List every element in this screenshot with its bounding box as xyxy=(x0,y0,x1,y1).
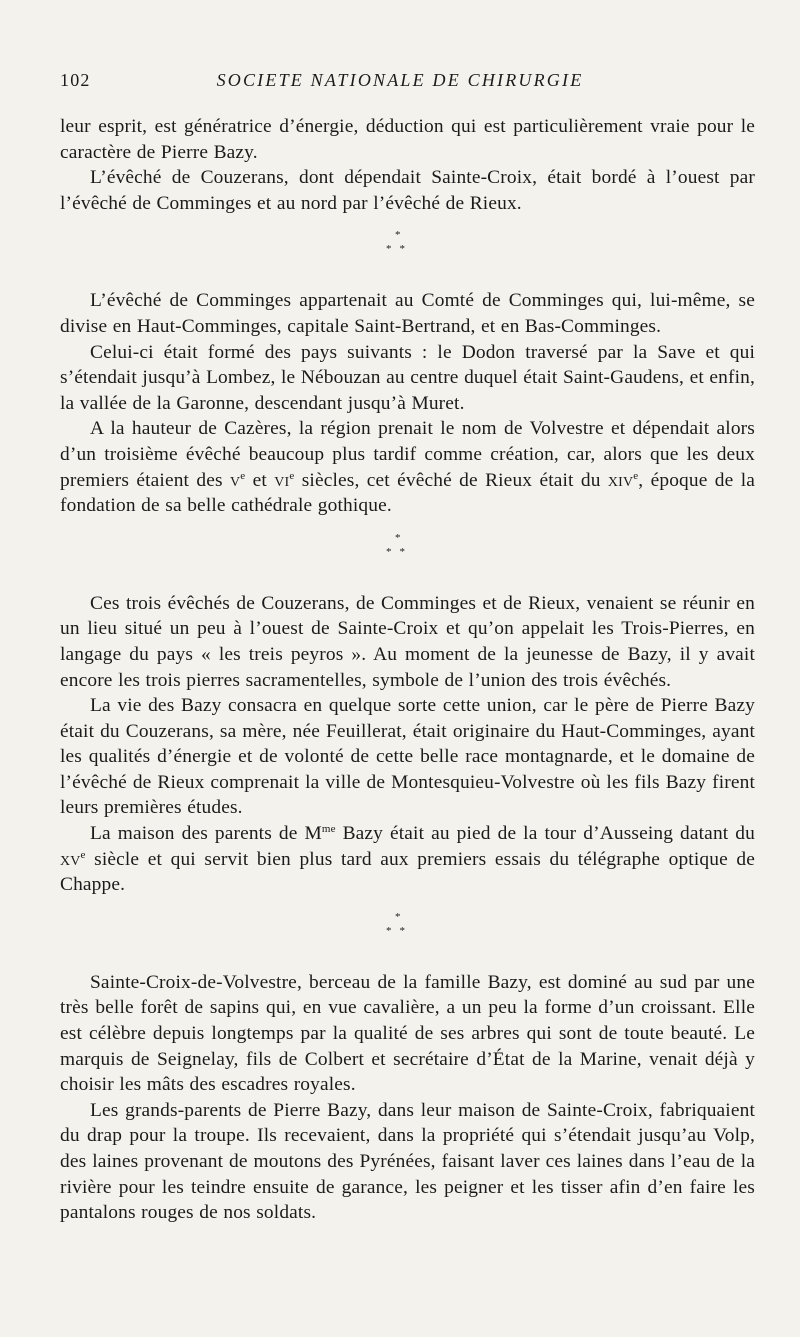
paragraph-text: Bazy était au pied de la tour d’Ausseing datant du xyxy=(335,823,755,845)
superscript: e xyxy=(240,469,246,482)
paragraph xyxy=(60,288,755,339)
paragraph-text: L’évêché de Couzerans, dont dépendait Sainte-Croix, était bordé à l’ouest par l’évêché de Comminges et au nord par l’évêché de Rieux. xyxy=(60,167,755,214)
paragraph xyxy=(60,591,755,693)
paragraph-text: siècles, cet évêché de Rieux était du xyxy=(294,469,608,491)
running-title: SOCIETE NATIONALE DE CHIRURGIE xyxy=(216,70,584,90)
paragraph xyxy=(60,165,755,216)
superscript: e xyxy=(289,469,295,482)
superscript: e xyxy=(80,848,86,861)
superscript: e xyxy=(633,469,639,482)
paragraph-text: , époque de la fondation de sa belle cathédrale gothique. xyxy=(60,469,756,517)
page-number: 102 xyxy=(60,70,91,90)
section-separator xyxy=(60,908,755,960)
century-numeral: v xyxy=(230,469,241,491)
separator-stars: ** xyxy=(386,924,413,937)
paragraph-text: A la hauteur de Cazères, la région prenait le nom de Volvestre et dépendait alors d’un troisième évêché beaucoup plus tardif comme création, car, alors que les deux premiers étaient des xyxy=(60,418,755,491)
paragraph-text: et xyxy=(245,469,275,491)
paragraph-text: Ces trois évêchés de Couzerans, de Comminges et de Rieux, venaient se réunir en un lieu situé un peu à l’ouest de Sainte-Croix et qu’on appelait les Trois-Pierres, en langage du pays « les treis peyros ». Au moment de la jeunesse de Bazy, il y avait encore les trois pierres sacramentelles, symbole de l’union des trois évêchés. xyxy=(60,592,755,691)
paragraph xyxy=(60,114,755,165)
paragraph-text: leur esprit, est génératrice d’énergie, déduction qui est particulièrement vraie pour le caractère de Pierre Bazy. xyxy=(60,116,755,163)
section-separator xyxy=(60,226,755,278)
paragraph xyxy=(60,416,755,518)
paragraph-text: siècle et qui servit bien plus tard aux premiers essais du télégraphe optique de Chappe. xyxy=(60,848,755,896)
century-numeral: xiv xyxy=(607,469,634,491)
separator-star: * xyxy=(395,229,401,242)
separator-star: * xyxy=(395,531,401,544)
superscript: me xyxy=(321,823,336,836)
paragraph xyxy=(60,821,755,898)
section-separator xyxy=(60,529,755,581)
separator-stars: ** xyxy=(386,243,413,256)
paragraph-text: L’évêché de Comminges appartenait au Comté de Comminges qui, lui-même, se divise en Haut-Comminges, capitale Saint-Bertrand, et en Bas-Comminges. xyxy=(60,290,755,337)
separator-stars: ** xyxy=(386,545,413,558)
page-header xyxy=(60,70,740,96)
paragraph xyxy=(60,970,755,1098)
paragraph-text: La vie des Bazy consacra en quelque sorte cette union, car le père de Pierre Bazy était du Couzerans, sa mère, née Feuillerat, était originaire du Haut-Comminges, ayant les qualités d’énergie et de volonté de cette belle race montagnarde, et le domaine de l’évêché de Rieux comprenait la ville de Montesquieu-Volvestre où les fils Bazy firent leurs premières études. xyxy=(60,695,755,819)
paragraph-text: Celui-ci était formé des pays suivants : le Dodon traversé par la Save et qui s’étendait jusqu’à Lombez, le Nébouzan au centre duquel était Saint-Gaudens, et enfin, la vallée de la Garonne, descendant jusqu’à Muret. xyxy=(60,341,755,414)
paragraph-text: La maison des parents de M xyxy=(90,823,322,845)
paragraph xyxy=(60,693,755,821)
paragraph-text: Sainte-Croix-de-Volvestre, berceau de la famille Bazy, est dominé au sud par une très belle forêt de sapins qui, en vue cavalière, a un peu la forme d’un croissant. Elle est célèbre depuis longtemps par la qualité de ses arbres qui sont de toute beauté. Le marquis de Seignelay, fils de Colbert et secrétaire d’État de la Marine, venait déjà y choisir les mâts des escadres royales. xyxy=(60,971,755,1096)
paragraph xyxy=(60,1098,755,1226)
century-numeral: xv xyxy=(60,848,81,870)
paragraph xyxy=(60,340,755,417)
body-text xyxy=(60,114,755,1226)
separator-star: * xyxy=(395,910,401,923)
century-numeral: vi xyxy=(274,469,290,491)
paragraph-text: Les grands-parents de Pierre Bazy, dans leur maison de Sainte-Croix, fabriquaient du drap pour la troupe. Ils recevaient, dans la propriété qui s’étendait jusqu’au Volp, des laines provenant de moutons des Pyrénées, faisant laver ces laines dans l’eau de la rivière pour les teindre ensuite de garance, les peigner et les tisser afin d’en faire les pantalons rouges de nos soldats. xyxy=(60,1099,755,1224)
